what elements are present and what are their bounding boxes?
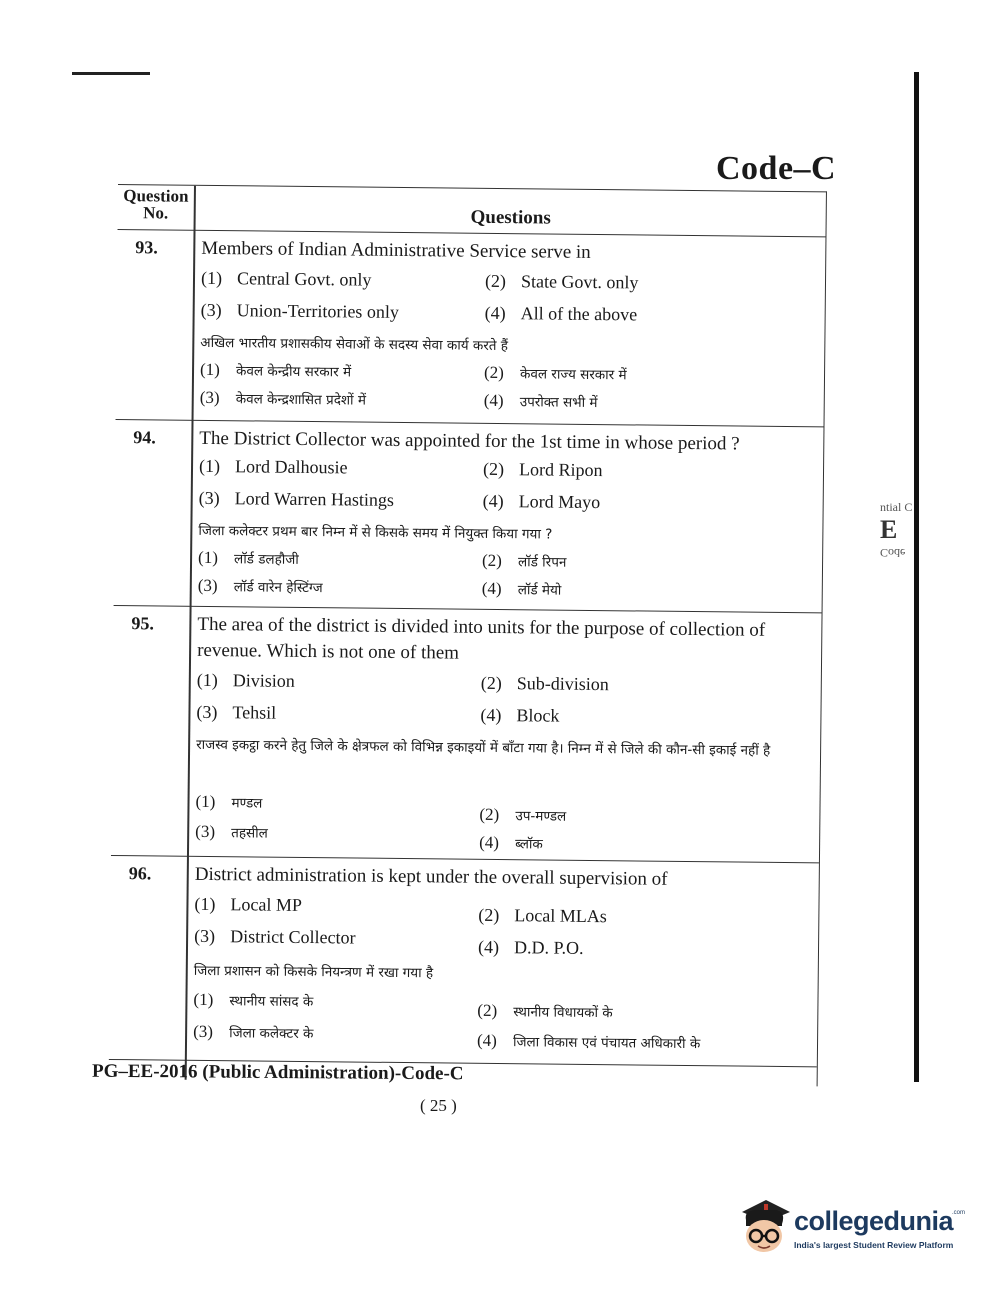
bleed-line-3: Code <box>880 546 906 560</box>
question-no-header <box>120 187 192 222</box>
mascot-icon <box>736 1196 792 1254</box>
hi-option-3 <box>198 576 323 597</box>
hi-option-1 <box>195 792 262 813</box>
questions-header: Questions <box>470 206 551 229</box>
option-text: स्थानीय सांसद के <box>229 993 314 1011</box>
option-3 <box>194 926 356 949</box>
option-text: उप-मण्डल <box>515 808 567 825</box>
question-text-hi: जिला कलेक्टर प्रथम बार निम्न में से किसके समय में नियुक्त किया गया ? <box>198 522 553 543</box>
option-number: (1) <box>200 267 223 289</box>
bleed-through-text <box>880 500 922 610</box>
option-1 <box>199 456 348 479</box>
option-number: (1) <box>193 989 214 1010</box>
option-1 <box>201 268 372 291</box>
option-text: State Govt. only <box>520 271 639 293</box>
footer-title: PG–EE-2016 (Public Administration)-Code-C <box>91 1060 464 1085</box>
hi-option-4 <box>479 833 543 854</box>
option-text: स्थानीय विधायकों के <box>513 1004 613 1022</box>
question-no-header-line2: No. <box>143 203 169 223</box>
option-4 <box>485 303 638 326</box>
hi-option-3 <box>200 388 366 410</box>
option-text: Block <box>516 705 560 726</box>
option-number: (4) <box>477 936 500 958</box>
option-text: लॉर्ड वारेन हेस्टिंग्ज <box>233 579 323 597</box>
option-number: (3) <box>194 925 216 947</box>
question-text-en: The District Collector was appointed for the 1st time in whose period ? <box>199 427 740 455</box>
option-4 <box>478 937 584 959</box>
code-header: Code–C <box>716 150 837 187</box>
option-number: (3) <box>199 387 220 408</box>
option-text: Lord Dalhousie <box>234 456 348 478</box>
option-3 <box>201 300 399 323</box>
option-4 <box>480 705 559 727</box>
page-number: ( 25 ) <box>420 1096 457 1115</box>
option-text: Central Govt. only <box>236 268 372 290</box>
option-text: Division <box>232 670 295 691</box>
option-number: (1) <box>197 547 219 568</box>
question-95 <box>111 605 822 863</box>
option-text: केवल केन्द्रीय सरकार में <box>235 363 352 381</box>
option-2 <box>481 673 609 695</box>
hi-option-4 <box>484 391 598 412</box>
hi-option-1 <box>200 360 351 382</box>
option-text: लॉर्ड मेयो <box>517 582 562 599</box>
option-text: Local MLAs <box>514 905 607 927</box>
hi-option-4 <box>477 1031 700 1053</box>
hi-option-3 <box>193 1022 314 1043</box>
question-number: 93. <box>135 237 158 258</box>
question-text-en: District administration is kept under the overall supervision of <box>194 863 668 890</box>
option-text: ब्लॉक <box>515 836 543 853</box>
option-number: (3) <box>195 821 216 842</box>
option-2 <box>483 459 603 481</box>
option-text: Lord Warren Hastings <box>234 488 394 510</box>
question-text-hi: जिला प्रशासन को किसके नियन्त्रण में रखा गया है <box>193 962 434 982</box>
option-text: जिला विकास एवं पंचायत अधिकारी के <box>512 1034 701 1053</box>
question-text-hi: अखिल भारतीय प्रशासकीय सेवाओं के सदस्य सेवा कार्य करते हैं <box>200 334 509 355</box>
option-2 <box>485 271 639 294</box>
hi-option-4 <box>482 579 562 600</box>
option-text: Lord Ripon <box>518 459 603 481</box>
hi-option-2 <box>484 363 627 384</box>
option-1 <box>197 670 295 692</box>
option-text: Sub-division <box>516 673 609 695</box>
question-93 <box>116 229 826 427</box>
option-number: (2) <box>477 1000 498 1021</box>
option-number: (4) <box>481 578 502 599</box>
hi-option-1 <box>198 548 299 569</box>
question-text-en: The area of the district is divided into units for the purpose of collection of revenue. Which is not one of them <box>197 613 766 664</box>
question-no-header-line1: Question <box>123 186 189 206</box>
question-number: 96. <box>128 863 152 884</box>
top-rule <box>72 72 150 75</box>
option-4 <box>483 491 601 513</box>
option-number: (1) <box>194 893 216 915</box>
hi-option-2 <box>482 551 567 572</box>
option-number: (3) <box>200 299 222 321</box>
option-1 <box>194 894 302 916</box>
option-text: All of the above <box>520 303 638 325</box>
collegedunia-logo[interactable] <box>736 1196 966 1256</box>
option-number: (4) <box>480 704 502 726</box>
option-number: (2) <box>484 270 507 292</box>
option-number: (3) <box>198 487 220 509</box>
hi-option-3 <box>195 822 268 843</box>
option-number: (4) <box>479 832 500 853</box>
option-text: लॉर्ड रिपन <box>517 554 567 571</box>
question-96 <box>109 855 819 1067</box>
question-text-hi: राजस्व इकट्ठा करने हेतु जिले के क्षेत्रफल को विभिन्न इकाइयों में बाँटा गया है। निम्न में से जिले की कौन-सी इकाई नहीं है <box>196 736 771 759</box>
question-table <box>109 184 827 1086</box>
option-text: District Collector <box>230 926 356 948</box>
option-number: (2) <box>481 550 503 571</box>
option-number: (4) <box>484 302 506 324</box>
option-text: मण्डल <box>231 795 263 812</box>
option-text: Lord Mayo <box>518 491 601 513</box>
logo-name: collegedunia <box>794 1206 954 1236</box>
option-text: D.D. P.O. <box>513 937 584 958</box>
logo-suffix: .com <box>952 1210 966 1216</box>
option-3 <box>199 488 394 511</box>
bleed-line-2: E <box>880 515 898 544</box>
option-number: (2) <box>478 904 500 926</box>
question-text-en: Members of Indian Administrative Service serve in <box>201 237 591 263</box>
question-94 <box>114 419 824 613</box>
option-text: केवल राज्य सरकार में <box>519 366 627 384</box>
option-3 <box>196 702 276 724</box>
option-number: (4) <box>482 490 504 512</box>
option-number: (1) <box>195 791 216 812</box>
option-text: लॉर्ड डलहौजी <box>233 551 299 568</box>
option-number: (3) <box>197 575 218 596</box>
option-text: Tehsil <box>232 702 277 723</box>
option-text: तहसील <box>231 825 268 842</box>
logo-tagline: India's largest Student Review Platform <box>794 1240 954 1250</box>
option-number: (1) <box>196 669 218 691</box>
option-text: Local MP <box>230 894 303 915</box>
option-number: (2) <box>482 458 505 480</box>
option-number: (4) <box>476 1030 497 1051</box>
option-text: Union-Territories only <box>236 300 399 322</box>
option-number: (4) <box>483 390 504 411</box>
option-number: (2) <box>479 804 500 825</box>
bleed-line-1: ntial C <box>880 500 913 514</box>
option-text: उपरोक्त सभी में <box>519 394 598 412</box>
option-number: (1) <box>199 359 220 380</box>
option-2 <box>478 905 607 927</box>
hi-option-2 <box>479 805 566 826</box>
hi-option-1 <box>193 990 313 1011</box>
option-text: केवल केन्द्रशासित प्रदेशों में <box>235 391 367 409</box>
option-number: (2) <box>483 362 504 383</box>
option-number: (2) <box>480 672 502 694</box>
option-number: (3) <box>196 701 218 723</box>
option-text: जिला कलेक्टर के <box>229 1025 314 1043</box>
hi-option-2 <box>477 1001 613 1022</box>
option-number: (3) <box>193 1021 214 1042</box>
question-number: 95. <box>131 613 155 634</box>
question-number: 94. <box>133 427 156 448</box>
option-number: (1) <box>198 455 221 477</box>
